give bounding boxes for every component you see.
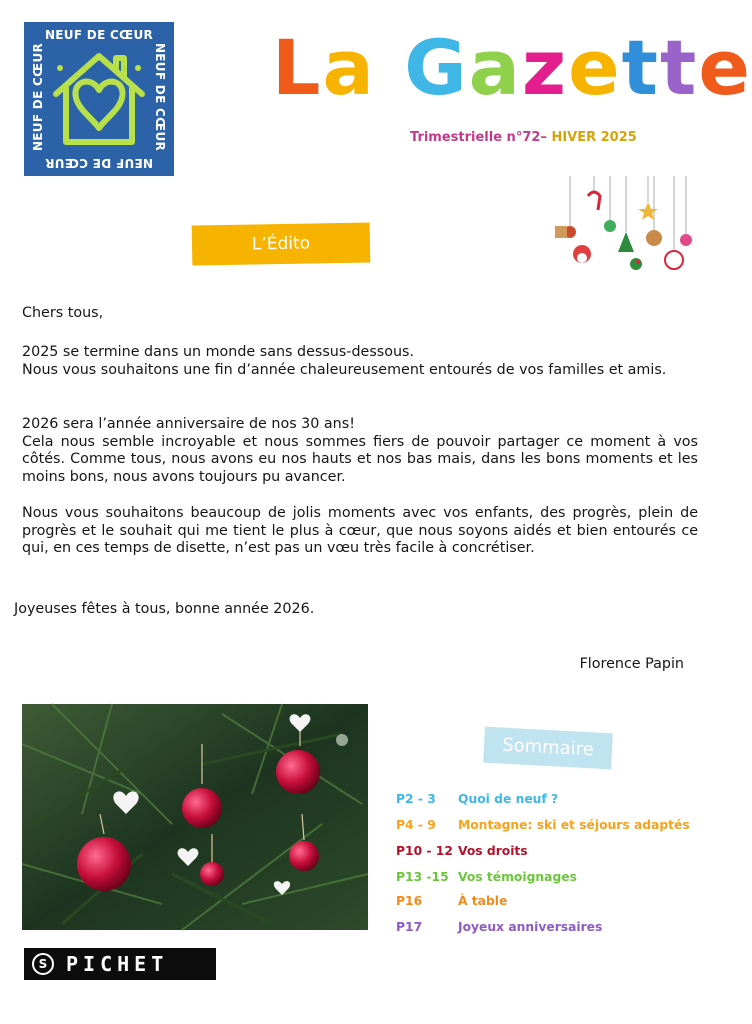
letter-greeting: Chers tous, xyxy=(22,305,104,321)
sommaire-heading: Sommaire xyxy=(483,727,613,770)
christmas-tree-photo xyxy=(22,704,368,930)
issue-season: HIVER 2025 xyxy=(551,130,637,145)
title-letter: e xyxy=(568,23,622,112)
ornaments-photo-image xyxy=(22,704,368,930)
toc-title: Vos témoignages xyxy=(458,870,577,884)
title-letter: G xyxy=(404,23,469,112)
logo-neuf-de-coeur xyxy=(24,22,174,176)
logo-text-top: NEUF DE CŒUR xyxy=(44,28,154,42)
issue-label: Trimestrielle n°72– xyxy=(410,130,547,145)
gazette-title xyxy=(272,23,752,112)
toc-item[interactable] xyxy=(396,818,690,832)
s-circle-icon: S xyxy=(32,953,54,975)
toc-pages: P13 -15 xyxy=(396,870,449,884)
title-letter: t xyxy=(660,23,699,112)
sponsor-logo-pichet xyxy=(24,948,216,980)
toc-item[interactable] xyxy=(396,870,577,884)
toc-pages: P2 - 3 xyxy=(396,792,436,806)
issue-subtitle xyxy=(410,130,637,145)
toc-pages: P17 xyxy=(396,920,423,934)
toc-pages: P10 - 12 xyxy=(396,844,453,858)
letter-paragraph-1: 2025 se termine dans un monde sans dessus-dessous. Nous vous souhaitons une fin d’année chaleureusement entourés de vos familles et amis. xyxy=(22,344,667,378)
toc-title: Joyeux anniversaires xyxy=(458,920,603,934)
logo-text-left: NEUF DE CŒUR xyxy=(31,42,45,152)
house-heart-icon xyxy=(46,46,152,152)
logo-text-right: NEUF DE CŒUR xyxy=(153,42,167,152)
title-letter: t xyxy=(621,23,661,112)
toc-title: Montagne: ski et séjours adaptés xyxy=(458,818,690,832)
letter-paragraph-2: 2026 sera l’année anniversaire de nos 30 ans! Cela nous semble incroyable et nous sommes fiers de pouvoir partager ce moment à vos côtés. Comme tous, nous avons eu nos hauts et nos bas mais, dans les bons moments et les moins bons, nous avons toujours pu avancer. xyxy=(22,416,698,485)
letter-signature: Florence Papin xyxy=(579,656,684,672)
toc-item[interactable] xyxy=(396,894,507,908)
title-letter: z xyxy=(521,23,569,112)
letter-paragraph-4: Joyeuses fêtes à tous, bonne année 2026. xyxy=(14,601,315,617)
sponsor-name: PICHET xyxy=(66,952,169,976)
toc-item[interactable] xyxy=(396,792,558,806)
letter-paragraph-3: Nous vous souhaitons beaucoup de jolis moments avec vos enfants, des progrès, plein de progrès et le souhait qui me tient le plus à cœur, que nous soyons aidés et bien entourés ce qui, en ces temps de disette, n’est pas un vœu très facile à concrétiser. xyxy=(22,505,698,557)
title-letter: a xyxy=(468,23,522,112)
toc-title: Quoi de neuf ? xyxy=(458,792,559,806)
toc-title: Vos droits xyxy=(458,844,528,858)
toc-item[interactable] xyxy=(396,920,602,934)
logo-text-bottom: NEUF DE CŒUR xyxy=(44,156,154,170)
toc-pages: P16 xyxy=(396,894,423,908)
title-letter: e xyxy=(698,23,752,112)
edito-heading: L’Édito xyxy=(192,222,371,265)
christmas-ornaments-icon xyxy=(552,176,702,280)
title-letter: a xyxy=(322,23,376,112)
title-letter: L xyxy=(272,23,323,112)
toc-title: À table xyxy=(458,894,508,908)
toc-item[interactable] xyxy=(396,844,528,858)
toc-pages: P4 - 9 xyxy=(396,818,436,832)
title-letter xyxy=(376,23,404,112)
